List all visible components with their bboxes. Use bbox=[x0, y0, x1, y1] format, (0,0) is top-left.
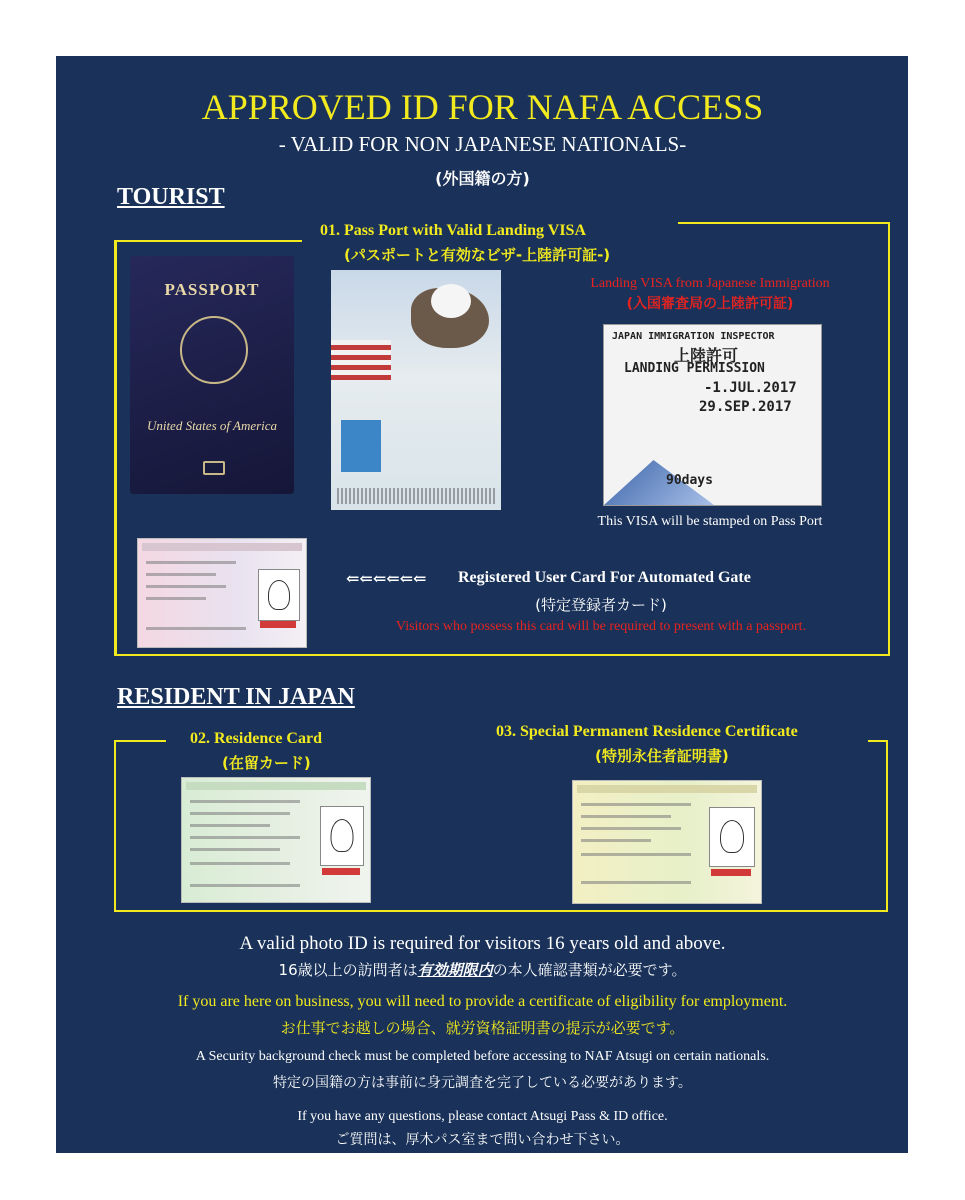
item-01-label-jp: (パスポートと有効なビザ-上陸許可証-) bbox=[344, 246, 611, 264]
passport-cover-country: United States of America bbox=[146, 418, 278, 433]
card-text-line bbox=[581, 881, 691, 884]
page-subtitle: - VALID FOR NON JAPANESE NATIONALS- bbox=[278, 132, 687, 156]
landing-visa-label-jp: (入国審査局の上陸許可証) bbox=[626, 296, 794, 312]
photo-id-requirement: A valid photo ID is required for visitors 16 years old and above. bbox=[239, 933, 726, 954]
item-02-label-jp: (在留カード) bbox=[222, 754, 311, 772]
resident-frame-right bbox=[886, 740, 888, 912]
tourist-heading: TOURIST bbox=[117, 184, 225, 210]
card-text-line bbox=[581, 827, 681, 830]
visa-note: This VISA will be stamped on Pass Port bbox=[597, 514, 823, 529]
item-01-label: 01. Pass Port with Valid Landing VISA bbox=[320, 222, 586, 239]
card-text-line bbox=[190, 800, 300, 803]
card-text-line bbox=[190, 848, 280, 851]
passport-cover-title: PASSPORT bbox=[164, 280, 260, 299]
registered-card-label: Registered User Card For Automated Gate bbox=[458, 569, 751, 586]
card-text-line bbox=[581, 839, 651, 842]
eagle-seal-icon bbox=[180, 316, 248, 384]
landing-visa-label: Landing VISA from Japanese Immigration bbox=[590, 276, 830, 291]
resident-frame-top-left bbox=[114, 740, 166, 742]
card-photo-placeholder bbox=[320, 806, 364, 866]
card-text-line bbox=[146, 585, 226, 588]
page-title: APPROVED ID FOR NAFA ACCESS bbox=[201, 87, 764, 127]
card-text-line bbox=[190, 824, 270, 827]
business-requirement: If you are here on business, you will need to provide a certificate of eligibility for employment. bbox=[177, 993, 788, 1010]
card-photo-placeholder bbox=[258, 569, 300, 621]
stamp-duration: 90days bbox=[666, 473, 713, 488]
card-text-line bbox=[146, 627, 246, 630]
resident-frame-left bbox=[114, 740, 116, 912]
passport-photo-placeholder bbox=[341, 420, 381, 472]
chip-icon bbox=[203, 461, 225, 475]
registered-user-card-image bbox=[137, 538, 307, 648]
landing-permission-stamp-image bbox=[603, 324, 822, 506]
stamp-jp-text: 上陸許可 bbox=[674, 346, 739, 365]
card-header-bar bbox=[186, 782, 366, 790]
registered-card-note: Visitors who possess this card will be required to present with a passport. bbox=[395, 619, 807, 634]
card-text-line bbox=[190, 862, 290, 865]
stamp-date-until: 29.SEP.2017 bbox=[699, 399, 792, 415]
page-subtitle-jp: (外国籍の方) bbox=[435, 169, 530, 188]
stamp-landing-permission-text: LANDING PERMISSION bbox=[624, 361, 765, 376]
item-02-label: 02. Residence Card bbox=[190, 730, 322, 747]
item-03-label: 03. Special Permanent Residence Certificate bbox=[496, 723, 798, 740]
sample-badge bbox=[711, 869, 751, 876]
registered-card-label-jp: (特定登録者カード) bbox=[535, 596, 667, 614]
residence-card-image bbox=[181, 777, 371, 903]
resident-frame-bottom bbox=[114, 910, 888, 912]
card-text-line bbox=[146, 573, 216, 576]
card-text-line bbox=[581, 853, 691, 856]
card-arrows-left-icon: ⇐⇐⇐⇐⇐⇐ bbox=[346, 571, 427, 588]
card-text-line bbox=[146, 561, 236, 564]
eagle-head-graphic bbox=[431, 284, 471, 318]
stamp-date-permit: -1.JUL.2017 bbox=[704, 380, 797, 396]
card-text-line bbox=[146, 597, 206, 600]
flag-graphic bbox=[331, 340, 391, 380]
card-header-bar bbox=[577, 785, 757, 793]
photo-id-requirement-jp: 16歳以上の訪問者は有効期限内の本人確認書類が必要です。 bbox=[278, 961, 687, 979]
tourist-frame-top-right bbox=[678, 222, 890, 224]
sample-badge bbox=[322, 868, 360, 875]
tourist-frame-bottom bbox=[114, 654, 890, 656]
special-permanent-resident-card-image bbox=[572, 780, 762, 904]
tourist-frame-left bbox=[114, 240, 117, 654]
sample-badge bbox=[260, 621, 296, 628]
contact-notice-jp: ご質問は、厚木パス室まで問い合わせ下さい。 bbox=[335, 1132, 630, 1148]
security-check-notice: A Security background check must be completed before accessing to NAF Atsugi on certain nationals. bbox=[195, 1049, 770, 1064]
card-text-line bbox=[190, 836, 300, 839]
card-header-bar bbox=[142, 543, 302, 551]
business-requirement-jp: お仕事でお越しの場合、就労資格証明書の提示が必要です。 bbox=[280, 1019, 685, 1037]
card-text-line bbox=[190, 884, 300, 887]
card-photo-placeholder bbox=[709, 807, 755, 867]
security-check-notice-jp: 特定の国籍の方は事前に身元調査を完了している必要があります。 bbox=[273, 1075, 692, 1091]
tourist-frame-top-left bbox=[114, 240, 302, 242]
card-text-line bbox=[190, 812, 290, 815]
contact-notice: If you have any questions, please contact Atsugi Pass & ID office. bbox=[297, 1109, 668, 1124]
passport-data-page-image bbox=[331, 270, 501, 510]
resident-frame-top-right bbox=[868, 740, 888, 742]
card-text-line bbox=[581, 803, 691, 806]
item-03-label-jp: (特別永住者証明書) bbox=[595, 747, 729, 765]
tourist-frame-right bbox=[888, 222, 890, 656]
card-text-line bbox=[581, 815, 671, 818]
passport-cover-image bbox=[130, 256, 294, 494]
passport-mrz-strip bbox=[337, 488, 495, 504]
resident-heading: RESIDENT IN JAPAN bbox=[117, 684, 355, 710]
stamp-inspector-text: JAPAN IMMIGRATION INSPECTOR bbox=[612, 331, 775, 342]
